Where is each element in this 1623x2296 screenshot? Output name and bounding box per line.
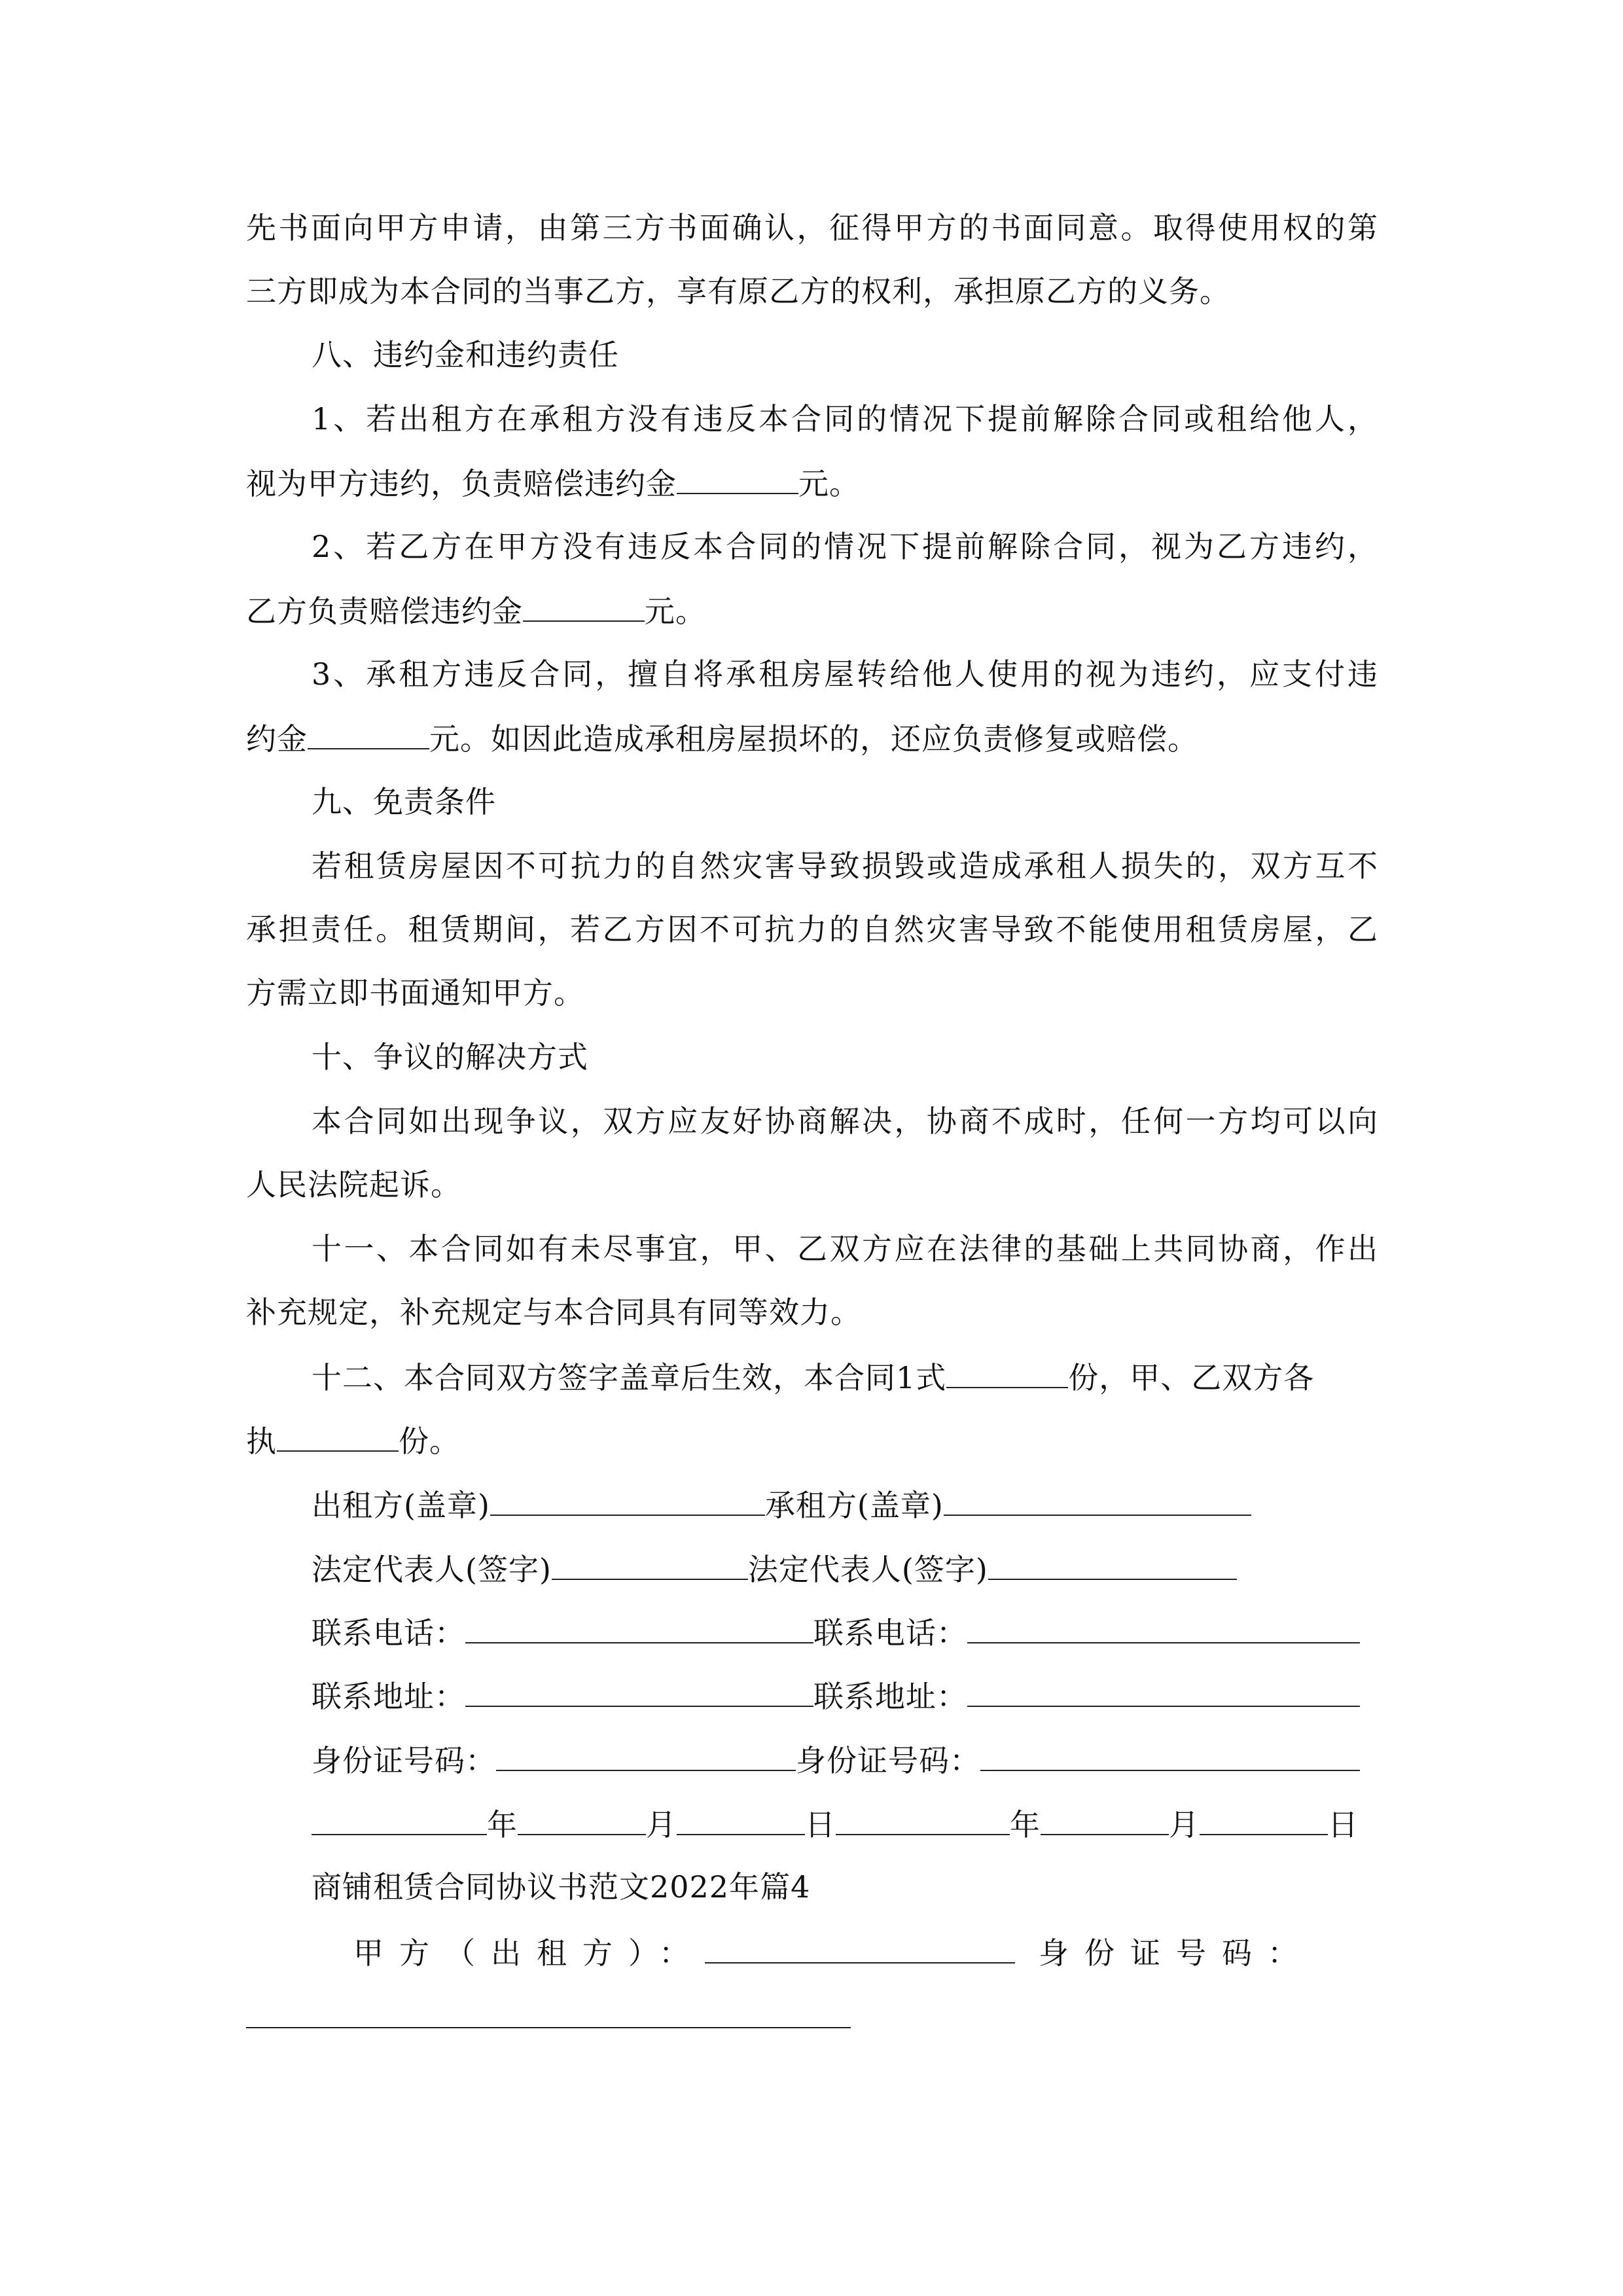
section-heading-10: 十、争议的解决方式: [312, 1039, 588, 1075]
signature-row-id: [312, 1740, 1378, 1779]
blank-line: [946, 1357, 1068, 1388]
paragraph-line: [246, 590, 1378, 630]
paragraph-line: 人民法院起诉。: [246, 1167, 461, 1202]
signature-row-seal: [312, 1484, 1378, 1524]
paragraph-text: 元。: [798, 466, 860, 501]
paragraph-line: 2、若乙方在甲方没有违反本合同的情况下提前解除合同，视为乙方违约，: [312, 529, 1378, 564]
lessee-seal-label: 承租方(盖章): [764, 1488, 944, 1523]
lessor-seal-label: 出租方(盖章): [312, 1488, 490, 1523]
paragraph-text: 乙方负责赔偿违约金: [246, 594, 523, 629]
signature-row-phone: [312, 1612, 1378, 1651]
paragraph-line: [246, 718, 1378, 757]
legal-rep-label: 法定代表人(签字): [312, 1552, 552, 1587]
address-label: 联系地址：: [813, 1679, 967, 1714]
paragraph-text: 执: [246, 1424, 277, 1459]
paragraph-line: 方需立即书面通知甲方。: [246, 975, 584, 1011]
month-label: 月: [646, 1807, 677, 1842]
address-label: 联系地址：: [312, 1679, 465, 1714]
blank-line: [277, 1420, 399, 1452]
year-label: 年: [1010, 1807, 1041, 1842]
paragraph-line: 若租赁房屋因不可抗力的自然灾害导致损毁或造成承租人损失的，双方互不: [312, 848, 1378, 884]
blank-line: [523, 590, 645, 622]
paragraph-line: 本合同如出现争议，双方应友好协商解决，协商不成时，任何一方均可以向: [312, 1103, 1378, 1139]
id-number-field[interactable]: [496, 1740, 796, 1771]
address-field[interactable]: [967, 1676, 1360, 1707]
paragraph-text: 视为甲方违约，负责赔偿违约金: [246, 466, 677, 501]
month-field[interactable]: [518, 1804, 646, 1835]
paragraph-text: 十二、本合同双方签字盖章后生效，本合同1式: [312, 1360, 947, 1395]
phone-label: 联系电话：: [312, 1615, 465, 1651]
paragraph-line: 先书面向甲方申请，由第三方书面确认，征得甲方的书面同意。取得使用权的第: [246, 210, 1378, 245]
party-a-label: 甲方（出租方）：: [353, 1935, 705, 1971]
party-a-field[interactable]: [705, 1932, 1015, 1964]
day-label: 日: [805, 1807, 836, 1842]
paragraph-line: 补充规定，补充规定与本合同具有同等效力。: [246, 1295, 861, 1330]
section-heading-9: 九、免责条件: [312, 784, 496, 819]
id-number-label: 身份证号码：: [1039, 1935, 1313, 1971]
address-field[interactable]: [465, 1676, 813, 1707]
id-number-label: 身份证号码：: [796, 1743, 980, 1778]
paragraph-line: [246, 1420, 1378, 1460]
paragraph-line: [312, 1357, 1378, 1396]
year-field[interactable]: [312, 1804, 487, 1835]
paragraph-text: 约金: [246, 721, 308, 757]
paragraph-text: 份，甲、乙双方各: [1068, 1360, 1315, 1395]
section-heading-article-4: 商铺租赁合同协议书范文2022年篇4: [312, 1869, 811, 1905]
paragraph-line: [246, 463, 1378, 502]
paragraph-line: 十一、本合同如有未尽事宜，甲、乙双方应在法律的基础上共同协商，作出: [312, 1231, 1378, 1266]
day-field[interactable]: [677, 1804, 805, 1835]
phone-field[interactable]: [465, 1612, 813, 1643]
day-field[interactable]: [1200, 1804, 1328, 1835]
paragraph-text: 份。: [399, 1424, 460, 1459]
paragraph-line: 3、承租方违反合同，擅自将承租房屋转给他人使用的视为违约，应支付违: [312, 656, 1378, 692]
phone-label: 联系电话：: [813, 1615, 967, 1651]
month-field[interactable]: [1041, 1804, 1169, 1835]
legal-rep-label: 法定代表人(签字): [747, 1552, 988, 1587]
paragraph-line: 1、若出租方在承租方没有违反本合同的情况下提前解除合同或租给他人，: [312, 401, 1378, 437]
signature-row-legal-rep: [312, 1549, 1378, 1588]
year-field[interactable]: [836, 1804, 1010, 1835]
day-label: 日: [1328, 1807, 1359, 1842]
id-number-field[interactable]: [980, 1740, 1360, 1771]
paragraph-line: 承担责任。租赁期间，若乙方因不可抗力的自然灾害导致不能使用租赁房屋，乙: [246, 912, 1378, 947]
year-label: 年: [487, 1807, 518, 1842]
paragraph-text: 元。: [645, 594, 706, 629]
party-a-row: [353, 1932, 1378, 1971]
month-label: 月: [1169, 1807, 1200, 1842]
phone-field[interactable]: [967, 1612, 1360, 1643]
lessor-seal-field[interactable]: [490, 1484, 765, 1516]
paragraph-line: 三方即成为本合同的当事乙方，享有原乙方的权利，承担原乙方的义务。: [246, 274, 1230, 309]
id-number-label: 身份证号码：: [312, 1743, 496, 1778]
legal-rep-field[interactable]: [552, 1549, 748, 1580]
lessee-seal-field[interactable]: [944, 1484, 1251, 1516]
section-heading-8: 八、违约金和违约责任: [312, 337, 619, 372]
blank-line: [308, 718, 429, 749]
id-number-field[interactable]: [246, 2027, 851, 2028]
paragraph-text: 元。如因此造成承租房屋损坏的，还应负责修复或赔偿。: [429, 721, 1198, 757]
signature-row-date: [312, 1804, 1378, 1843]
blank-line: [677, 463, 798, 494]
signature-row-address: [312, 1676, 1378, 1715]
legal-rep-field[interactable]: [988, 1549, 1237, 1580]
